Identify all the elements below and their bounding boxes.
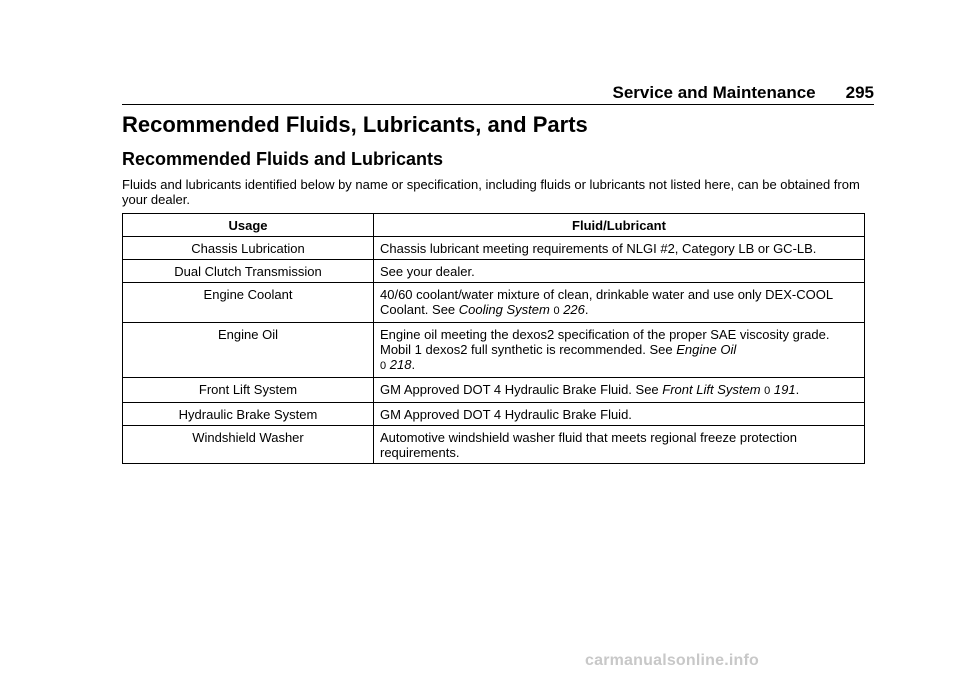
fluid-cell [374,403,865,426]
table-row [123,260,865,283]
cross-reference-link[interactable]: Cooling System [458,302,550,317]
table-row [123,426,865,464]
table-header-row [123,214,865,237]
sentence-end: . [584,302,589,317]
usage-cell: Engine Oil [123,323,374,378]
table-row [123,403,865,426]
fluid-cell [374,260,865,283]
column-header-usage: Usage [123,214,374,237]
intro-paragraph: Fluids and lubricants identified below by name or specification, including fluids or lubricants not listed here, can be obtained from your dealer. [122,177,860,207]
page-reference-arrow-icon: 0 [380,360,387,372]
fluid-text: Chassis lubricant meeting requirements of NLGI #2, Category LB or GC-LB. [380,241,817,256]
usage-cell: Dual Clutch Transmission [123,260,374,283]
usage-cell: Hydraulic Brake System [123,403,374,426]
fluids-table [122,213,865,464]
page-header [122,83,874,103]
fluid-text: GM Approved DOT 4 Hydraulic Brake Fluid. See [380,382,663,397]
cross-reference-link[interactable]: Engine Oil [676,342,737,357]
cross-reference-link[interactable]: Front Lift System [662,382,761,397]
usage-cell: Front Lift System [123,378,374,403]
page-title: Recommended Fluids, Lubricants, and Parts [122,112,588,137]
fluid-text: Engine oil meeting the dexos2 specification of the proper SAE viscosity grade. Mobil 1 dexos2 full synthetic is recommended. See [380,327,830,357]
usage-cell: Engine Coolant [123,283,374,323]
page-number: 295 [845,83,874,102]
page-reference-arrow-icon: 0 [764,385,771,397]
page-reference[interactable]: 218 [389,357,412,372]
fluid-text: Automotive windshield washer fluid that meets regional freeze protection requirements. [380,430,797,460]
fluid-text: GM Approved DOT 4 Hydraulic Brake Fluid. [380,407,632,422]
table-row [123,283,865,323]
table-row [123,323,865,378]
section-heading: Recommended Fluids and Lubricants [122,149,444,169]
section-title: Service and Maintenance [612,83,816,102]
page-reference[interactable]: 226 [563,302,585,317]
fluid-text: 40/60 coolant/water mixture of clean, drinkable water and use only DEX-COOL Coolant. See [380,287,833,317]
table-row [123,378,865,403]
sentence-end: . [795,382,800,397]
fluid-text: See your dealer. [380,264,475,279]
table-row [123,237,865,260]
fluid-cell [374,237,865,260]
header-rule [122,104,874,105]
column-header-fluid: Fluid/Lubricant [572,218,666,233]
usage-cell: Chassis Lubrication [123,237,374,260]
fluid-cell [374,283,865,323]
fluid-cell [374,323,865,378]
watermark: carmanualsonline.info [585,652,760,669]
page-reference-arrow-icon: 0 [553,305,560,317]
fluid-cell [374,378,865,403]
usage-cell: Windshield Washer [123,426,374,464]
fluid-cell [374,426,865,464]
sentence-end: . [411,357,416,372]
page-reference[interactable]: 191 [773,382,796,397]
